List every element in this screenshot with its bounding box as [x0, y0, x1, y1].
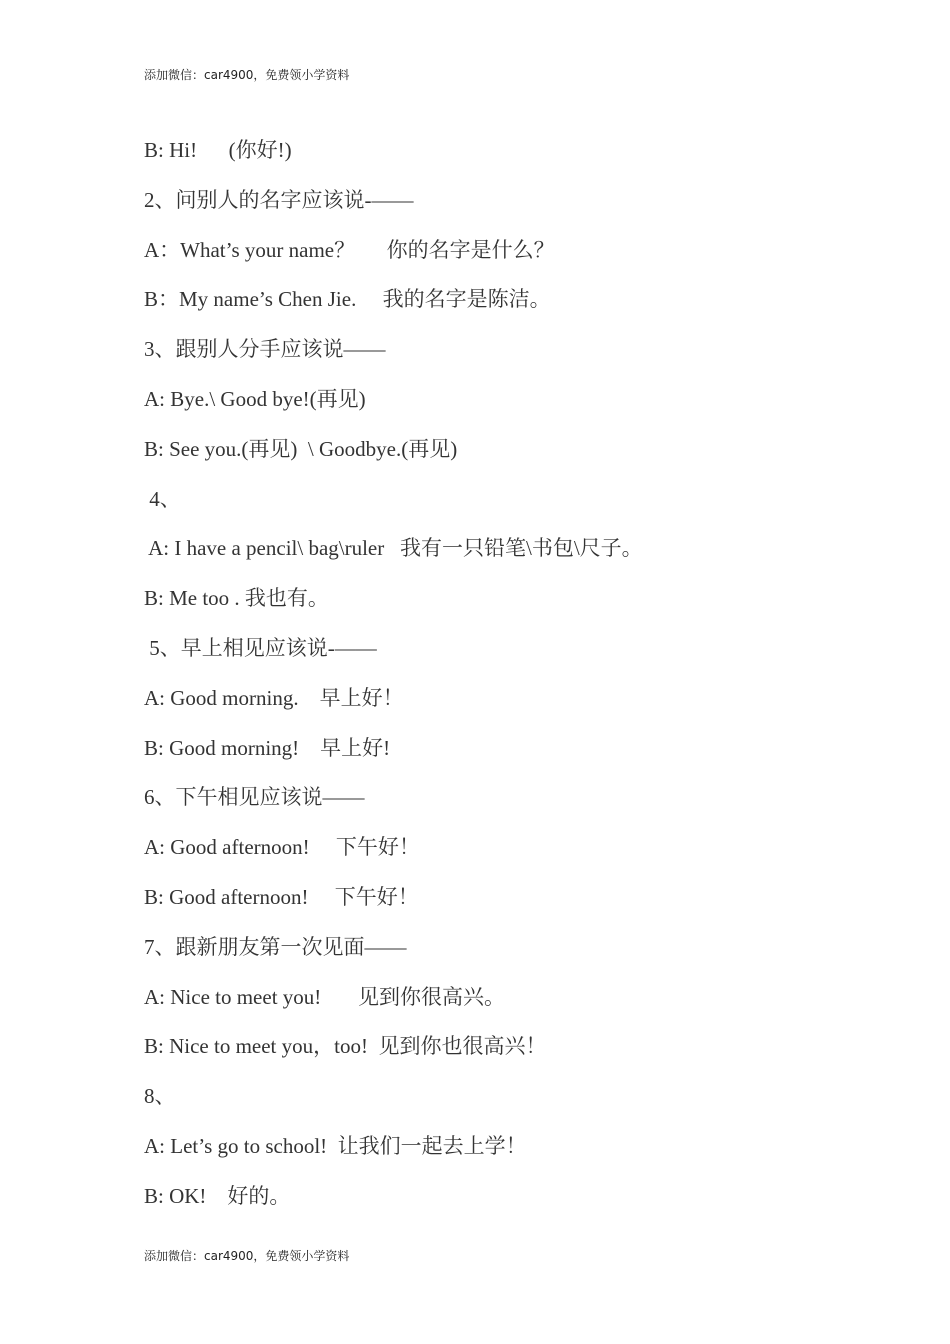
- dialogue-line: B: Good afternoon! 下午好！: [144, 884, 419, 909]
- dialogue-line: A: Let’s go to school! 让我们一起去上学！: [144, 1133, 527, 1158]
- page-header: 添加微信：car4900，免费领小学资料: [144, 68, 350, 82]
- dialogue-line: B: See you.(再见) \ Goodbye.(再见): [144, 436, 458, 461]
- dialogue-line: B: Hi! (你好!): [144, 138, 292, 162]
- dialogue-line: B: Me too . 我也有。: [144, 586, 329, 611]
- section-heading: 5、早上相见应该说-——: [144, 635, 377, 660]
- dialogue-line: A: Good afternoon! 下午好！: [144, 835, 420, 860]
- dialogue-line: A：What’s your name？ 你的名字是什么？: [144, 237, 555, 262]
- section-heading: 3、跟别人分手应该说——: [144, 337, 386, 362]
- dialogue-line: B：My name’s Chen Jie. 我的名字是陈洁。: [144, 287, 551, 312]
- section-heading: 6、下午相见应该说——: [144, 785, 365, 810]
- section-heading: 2、问别人的名字应该说-——: [144, 187, 414, 212]
- dialogue-list: [144, 132, 844, 1228]
- section-heading: 8、: [144, 1084, 176, 1109]
- page-footer: 添加微信：car4900，免费领小学资料: [144, 1249, 350, 1263]
- dialogue-line: B: Good morning! 早上好!: [144, 735, 391, 760]
- section-heading: 7、跟新朋友第一次见面——: [144, 934, 407, 959]
- dialogue-line: A: Nice to meet you! 见到你很高兴。: [144, 984, 506, 1009]
- dialogue-line: B: OK! 好的。: [144, 1183, 291, 1208]
- dialogue-line: B: Nice to meet you，too! 见到你也很高兴！: [144, 1034, 547, 1059]
- dialogue-line: A: I have a pencil\ bag\ruler 我有一只铅笔\书包\尺子。: [144, 536, 643, 561]
- dialogue-line: A: Good morning. 早上好！: [144, 685, 404, 710]
- section-heading: 4、: [144, 486, 181, 511]
- dialogue-line: A: Bye.\ Good bye!(再见): [144, 386, 366, 411]
